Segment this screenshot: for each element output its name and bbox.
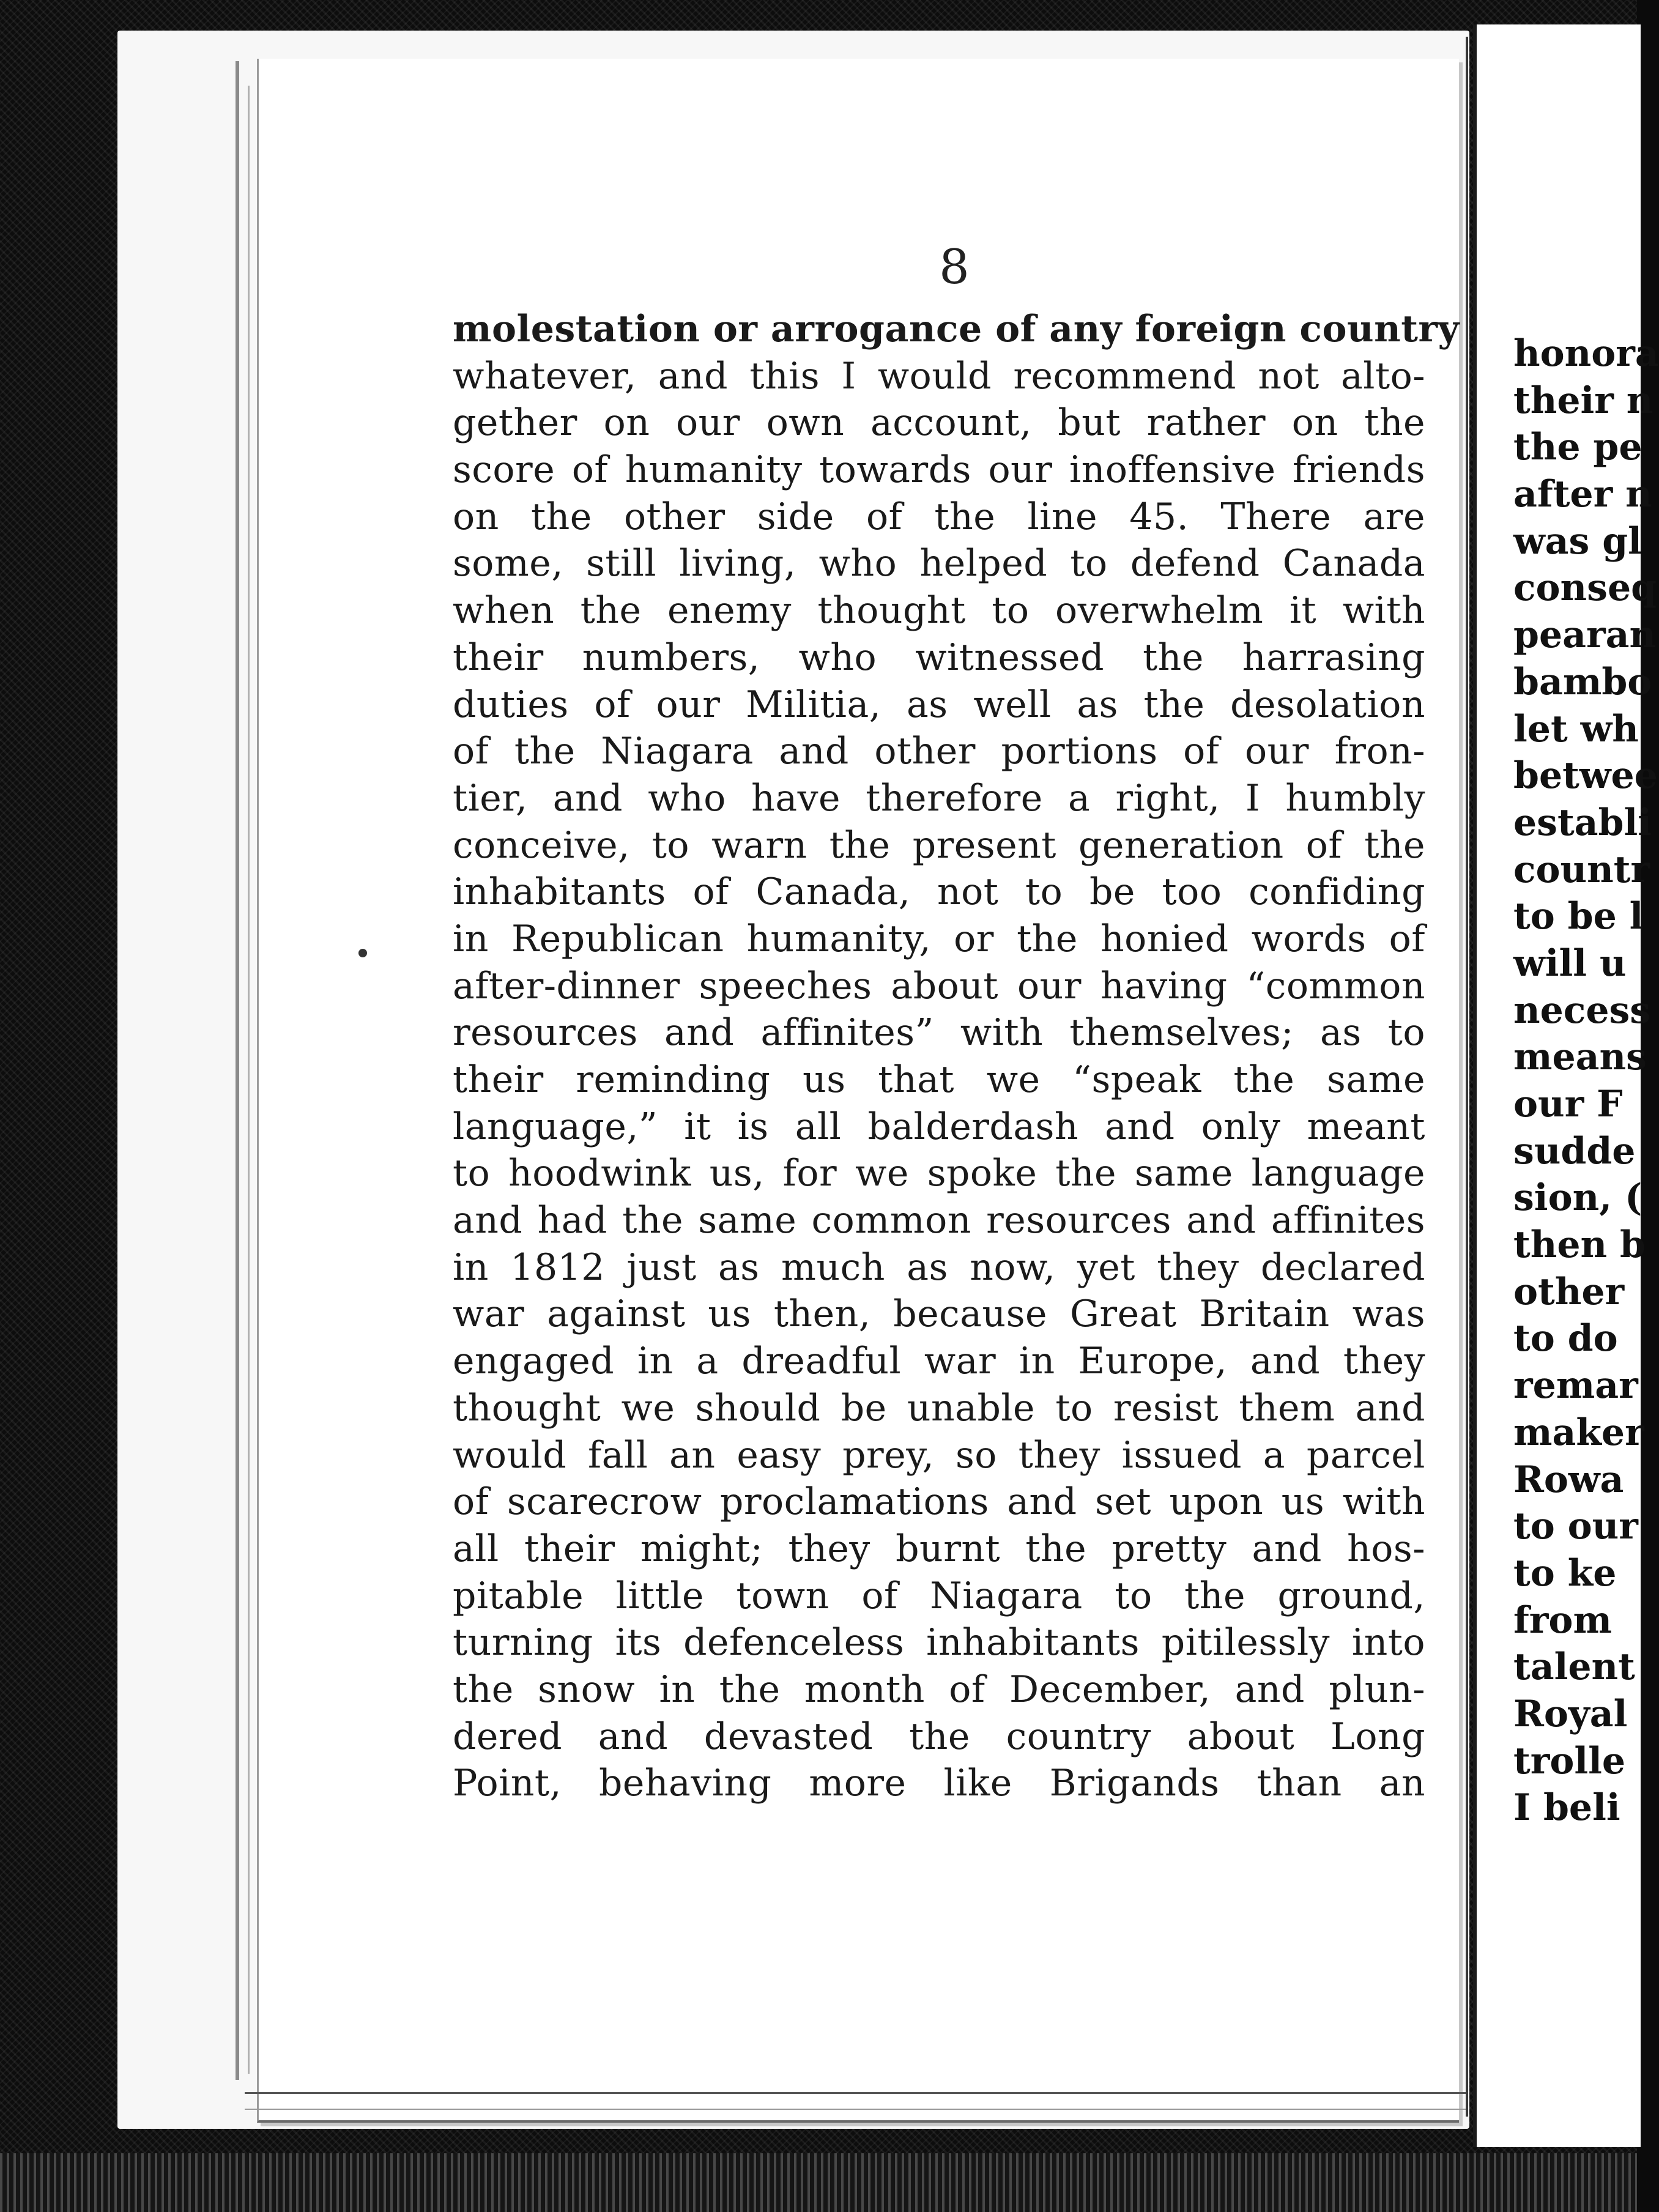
facing-text-line: to our xyxy=(1513,1505,1638,1548)
facing-text-line: after n xyxy=(1513,473,1652,516)
facing-text-line: our F xyxy=(1513,1083,1623,1126)
text-line: the snow in the month of December, and plun- xyxy=(453,1668,1425,1711)
facing-text-line: Royal xyxy=(1513,1692,1628,1735)
facing-text-line: will u xyxy=(1513,941,1627,985)
ink-spot xyxy=(358,949,367,957)
text-line: Point, behaving more like Brigands than an xyxy=(453,1762,1425,1805)
page-fold-line xyxy=(236,61,239,2080)
facing-text-line: I beli xyxy=(1513,1786,1620,1830)
facing-text-line: to ke xyxy=(1513,1551,1617,1595)
text-line: some, still living, who helped to defend Canada xyxy=(453,542,1425,585)
text-line: after-dinner speeches about our having “common xyxy=(453,964,1425,1008)
page-body-text xyxy=(453,306,1460,1807)
text-line: their numbers, who witnessed the harrasing xyxy=(453,636,1425,679)
text-line: their reminding us that we “speak the same xyxy=(453,1058,1425,1101)
text-line: of the Niagara and other portions of our fron- xyxy=(453,730,1425,773)
text-line: molestation or arrogance of any foreign country xyxy=(453,308,1460,351)
text-line: turning its defenceless inhabitants pitilessly into xyxy=(453,1621,1425,1665)
text-line: inhabitants of Canada, not to be too confiding xyxy=(453,870,1425,914)
facing-text-line: trolle xyxy=(1513,1739,1626,1783)
facing-text-line: means xyxy=(1513,1036,1647,1079)
facing-page xyxy=(1473,24,1659,2147)
facing-text-line: other xyxy=(1513,1270,1625,1313)
text-line: and had the same common resources and affinites xyxy=(453,1199,1425,1242)
facing-text-line: maker xyxy=(1513,1411,1644,1454)
facing-text-line: countr xyxy=(1513,848,1650,891)
book-gutter xyxy=(1466,37,1468,2117)
facing-text-line: establi xyxy=(1513,801,1652,844)
facing-text-line: let wh xyxy=(1513,707,1639,751)
text-line: to hoodwink us, for we spoke the same language xyxy=(453,1152,1425,1195)
text-line: score of humanity towards our inoffensive friends xyxy=(453,448,1425,492)
facing-text-line: their n xyxy=(1513,379,1653,422)
page-bottom-edge xyxy=(245,2092,1468,2110)
facing-text-line: from xyxy=(1513,1598,1612,1642)
page-number: 8 xyxy=(939,240,970,295)
facing-text-line: bambo xyxy=(1513,660,1652,703)
text-line: pitable little town of Niagara to the ground, xyxy=(453,1574,1425,1617)
text-line: duties of our Militia, as well as the desolation xyxy=(453,683,1425,726)
facing-text-line: remar xyxy=(1513,1364,1638,1408)
text-line: conceive, to warn the present generation of the xyxy=(453,823,1425,867)
facing-text-line: Rowa xyxy=(1513,1458,1624,1501)
facing-text-line: necess xyxy=(1513,989,1651,1032)
text-line: dered and devasted the country about Long xyxy=(453,1715,1425,1758)
facing-text-line: pearan xyxy=(1513,614,1657,657)
facing-text-line: sudde xyxy=(1513,1129,1636,1173)
facing-text-line: betwee xyxy=(1513,754,1658,798)
facing-text-line: was gl xyxy=(1513,519,1642,563)
text-line: language,” it is all balderdash and only meant xyxy=(453,1105,1425,1148)
text-line: thought we should be unable to resist them and xyxy=(453,1386,1425,1430)
text-line: on the other side of the line 45. There are xyxy=(453,495,1425,538)
text-line: when the enemy thought to overwhelm it with xyxy=(453,589,1425,633)
text-line: resources and affinites” with themselves; as to xyxy=(453,1011,1425,1055)
text-line: in 1812 just as much as now, yet they declared xyxy=(453,1245,1425,1289)
text-line: would fall an easy prey, so they issued a parcel xyxy=(453,1433,1425,1477)
text-line: in Republican humanity, or the honied words of xyxy=(453,917,1425,960)
facing-text-line: talent xyxy=(1513,1646,1635,1689)
text-line: war against us then, because Great Britain was xyxy=(453,1293,1425,1336)
text-line: all their might; they burnt the pretty and hos- xyxy=(453,1527,1425,1570)
book-binding-bottom-edge xyxy=(0,2153,1637,2212)
facing-text-line: honora xyxy=(1513,332,1659,375)
text-line: whatever, and this I would recommend not alto- xyxy=(453,354,1425,398)
text-line: of scarecrow proclamations and set upon us with xyxy=(453,1480,1425,1524)
page-fold-line-inner xyxy=(248,86,250,2074)
facing-text-line: sion, ( xyxy=(1513,1176,1642,1220)
facing-text-line: to be l xyxy=(1513,895,1644,938)
text-line: gether on our own account, but rather on the xyxy=(453,401,1425,445)
text-line: engaged in a dreadful war in Europe, and they xyxy=(453,1340,1425,1383)
facing-text-line: then b xyxy=(1513,1223,1646,1267)
facing-page-text xyxy=(1513,330,1659,1832)
facing-text-line: the pe xyxy=(1513,426,1642,469)
facing-text-line: conseq xyxy=(1513,566,1657,610)
text-line: tier, and who have therefore a right, I humbly xyxy=(453,776,1425,820)
facing-text-line: to do xyxy=(1513,1317,1618,1360)
